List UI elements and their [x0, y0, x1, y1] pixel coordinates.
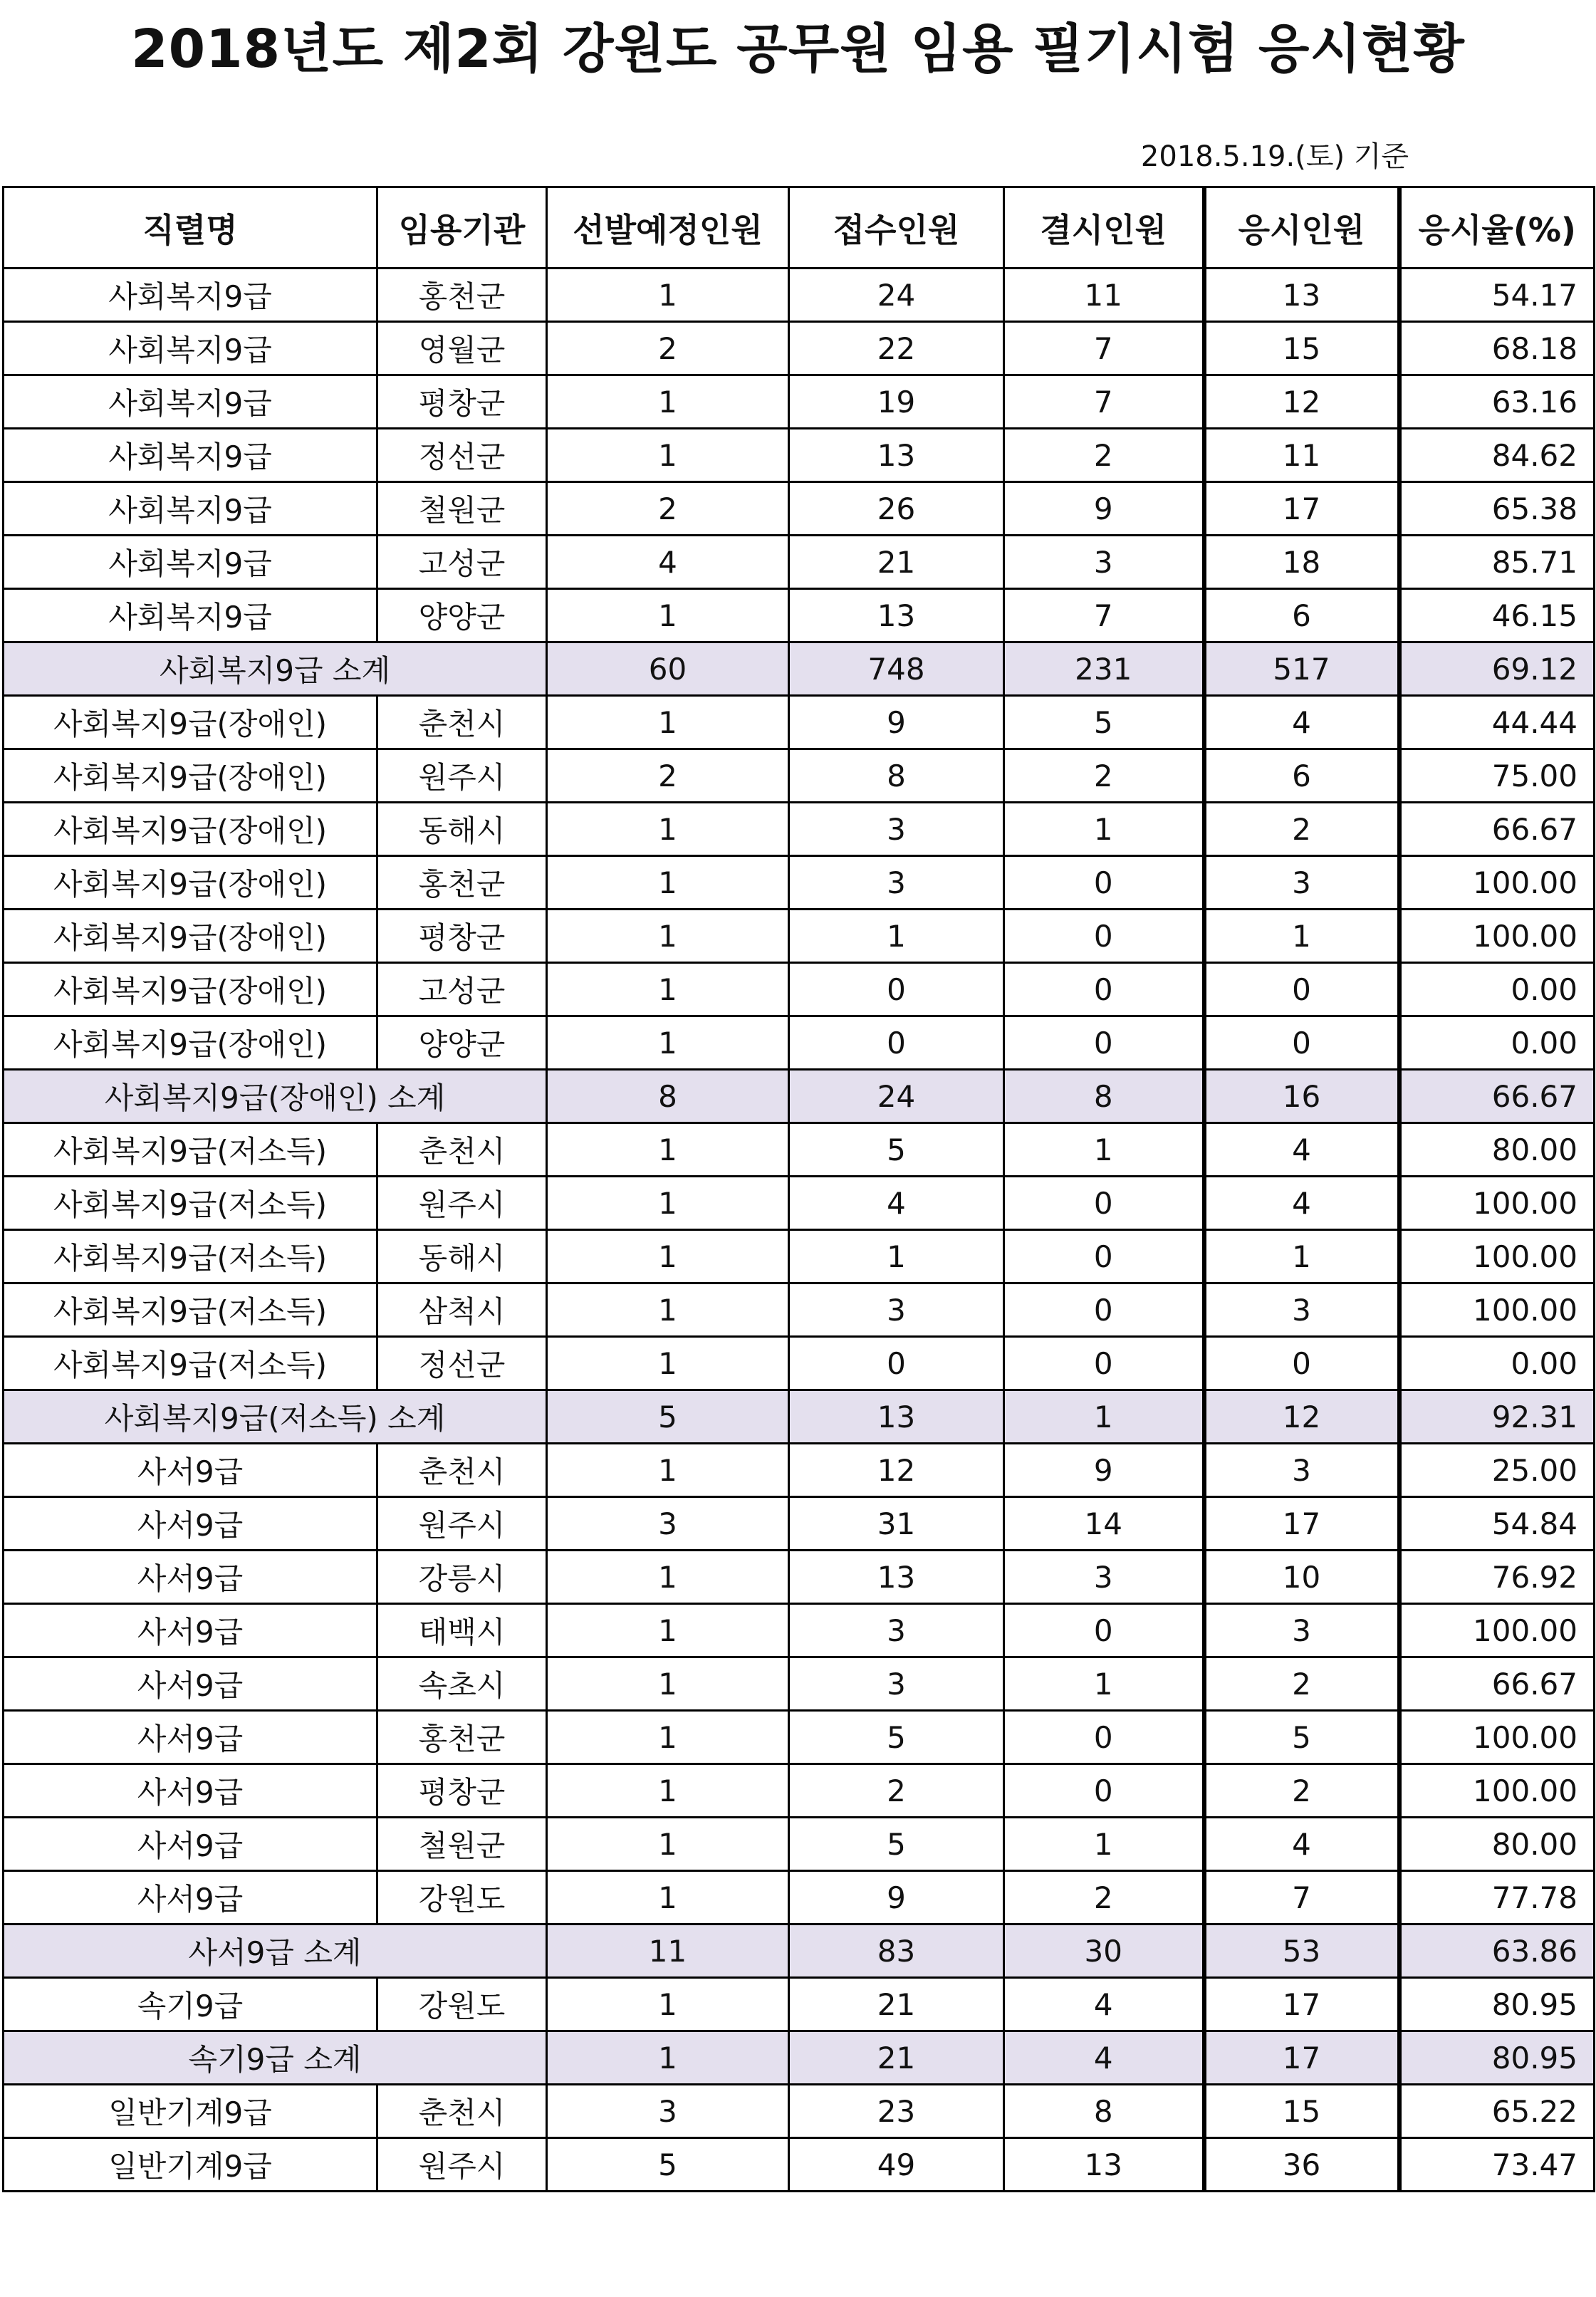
table-row [4, 1497, 1595, 1551]
table-row [4, 1444, 1595, 1497]
cell-org: 정선군 [377, 1337, 547, 1390]
cell-applied: 0 [789, 963, 1004, 1016]
cell-applied: 8 [789, 749, 1004, 803]
cell-absent: 0 [1004, 963, 1204, 1016]
cell-plan: 60 [547, 642, 789, 696]
cell-plan: 1 [547, 1764, 789, 1818]
subtotal-label: 사회복지9급(저소득) 소계 [4, 1390, 547, 1444]
cell-job: 사회복지9급 [4, 429, 377, 482]
cell-applied: 3 [789, 1657, 1004, 1711]
cell-job: 사회복지9급(저소득) [4, 1337, 377, 1390]
cell-absent: 7 [1004, 589, 1204, 642]
cell-org: 태백시 [377, 1604, 547, 1657]
cell-job: 사회복지9급(저소득) [4, 1283, 377, 1337]
cell-applied: 12 [789, 1444, 1004, 1497]
cell-applied: 5 [789, 1123, 1004, 1177]
table-row [4, 1337, 1595, 1390]
cell-job: 사회복지9급(장애인) [4, 696, 377, 749]
cell-plan: 1 [547, 2031, 789, 2085]
cell-org: 평창군 [377, 1764, 547, 1818]
cell-applied: 13 [789, 1551, 1004, 1604]
cell-rate: 68.18 [1399, 322, 1595, 375]
cell-took: 4 [1204, 696, 1399, 749]
cell-absent: 0 [1004, 1016, 1204, 1070]
cell-took: 17 [1204, 1497, 1399, 1551]
cell-org: 동해시 [377, 1230, 547, 1283]
cell-rate: 46.15 [1399, 589, 1595, 642]
cell-rate: 100.00 [1399, 1764, 1595, 1818]
cell-took: 17 [1204, 1978, 1399, 2031]
cell-took: 517 [1204, 642, 1399, 696]
cell-job: 사서9급 [4, 1444, 377, 1497]
cell-absent: 4 [1004, 1978, 1204, 2031]
status-table [2, 186, 1595, 2192]
cell-took: 15 [1204, 322, 1399, 375]
cell-plan: 1 [547, 1444, 789, 1497]
cell-plan: 1 [547, 1711, 789, 1764]
cell-absent: 9 [1004, 1444, 1204, 1497]
cell-absent: 30 [1004, 1924, 1204, 1978]
cell-applied: 31 [789, 1497, 1004, 1551]
cell-rate: 100.00 [1399, 1711, 1595, 1764]
cell-plan: 1 [547, 1657, 789, 1711]
table-row [4, 910, 1595, 963]
cell-plan: 1 [547, 1283, 789, 1337]
cell-absent: 1 [1004, 803, 1204, 856]
col-header-rate: 응시율(%) [1399, 187, 1595, 269]
cell-plan: 2 [547, 749, 789, 803]
cell-rate: 80.95 [1399, 2031, 1595, 2085]
cell-rate: 84.62 [1399, 429, 1595, 482]
table-row [4, 856, 1595, 910]
cell-plan: 2 [547, 482, 789, 536]
cell-plan: 5 [547, 2138, 789, 2192]
cell-plan: 1 [547, 856, 789, 910]
col-header-job: 직렬명 [4, 187, 377, 269]
cell-org: 평창군 [377, 910, 547, 963]
cell-rate: 76.92 [1399, 1551, 1595, 1604]
cell-plan: 2 [547, 322, 789, 375]
cell-rate: 65.22 [1399, 2085, 1595, 2138]
cell-applied: 13 [789, 429, 1004, 482]
table-row [4, 1016, 1595, 1070]
cell-absent: 0 [1004, 856, 1204, 910]
col-header-absent: 결시인원 [1004, 187, 1204, 269]
table-row [4, 1123, 1595, 1177]
table-row [4, 1711, 1595, 1764]
cell-absent: 0 [1004, 1283, 1204, 1337]
cell-rate: 0.00 [1399, 963, 1595, 1016]
cell-rate: 54.17 [1399, 269, 1595, 322]
cell-plan: 1 [547, 1230, 789, 1283]
cell-rate: 65.38 [1399, 482, 1595, 536]
cell-took: 53 [1204, 1924, 1399, 1978]
cell-applied: 13 [789, 589, 1004, 642]
cell-plan: 3 [547, 1497, 789, 1551]
cell-absent: 3 [1004, 1551, 1204, 1604]
table-row [4, 2085, 1595, 2138]
cell-applied: 0 [789, 1337, 1004, 1390]
cell-absent: 1 [1004, 1123, 1204, 1177]
cell-absent: 0 [1004, 1711, 1204, 1764]
cell-plan: 1 [547, 269, 789, 322]
cell-absent: 11 [1004, 269, 1204, 322]
cell-absent: 7 [1004, 322, 1204, 375]
cell-absent: 8 [1004, 1070, 1204, 1123]
table-row [4, 429, 1595, 482]
cell-applied: 24 [789, 1070, 1004, 1123]
cell-absent: 0 [1004, 1764, 1204, 1818]
cell-job: 사회복지9급(장애인) [4, 803, 377, 856]
cell-job: 일반기계9급 [4, 2085, 377, 2138]
cell-rate: 0.00 [1399, 1337, 1595, 1390]
col-header-applied: 접수인원 [789, 187, 1004, 269]
cell-applied: 1 [789, 910, 1004, 963]
table-row [4, 1818, 1595, 1871]
subtotal-row [4, 1390, 1595, 1444]
cell-job: 사서9급 [4, 1871, 377, 1924]
cell-absent: 2 [1004, 1871, 1204, 1924]
cell-took: 6 [1204, 749, 1399, 803]
cell-rate: 69.12 [1399, 642, 1595, 696]
cell-job: 사서9급 [4, 1711, 377, 1764]
cell-took: 1 [1204, 910, 1399, 963]
cell-plan: 1 [547, 696, 789, 749]
table-row [4, 322, 1595, 375]
cell-org: 홍천군 [377, 269, 547, 322]
cell-org: 홍천군 [377, 856, 547, 910]
subtotal-row [4, 2031, 1595, 2085]
cell-org: 동해시 [377, 803, 547, 856]
cell-took: 4 [1204, 1123, 1399, 1177]
cell-plan: 1 [547, 1871, 789, 1924]
cell-took: 3 [1204, 1604, 1399, 1657]
cell-rate: 66.67 [1399, 803, 1595, 856]
table-row [4, 1657, 1595, 1711]
cell-absent: 1 [1004, 1818, 1204, 1871]
cell-absent: 0 [1004, 910, 1204, 963]
cell-applied: 2 [789, 1764, 1004, 1818]
cell-org: 양양군 [377, 1016, 547, 1070]
cell-job: 사서9급 [4, 1604, 377, 1657]
cell-job: 사서9급 [4, 1818, 377, 1871]
cell-job: 사회복지9급 [4, 269, 377, 322]
table-row [4, 375, 1595, 429]
page-title: 2018년도 제2회 강원도 공무원 임용 필기시험 응시현황 [131, 19, 1465, 80]
col-header-org: 임용기관 [377, 187, 547, 269]
table-row [4, 1764, 1595, 1818]
cell-absent: 9 [1004, 482, 1204, 536]
cell-took: 0 [1204, 1016, 1399, 1070]
cell-rate: 80.00 [1399, 1123, 1595, 1177]
cell-org: 고성군 [377, 963, 547, 1016]
cell-plan: 1 [547, 1123, 789, 1177]
table-body [4, 269, 1595, 2192]
cell-applied: 0 [789, 1016, 1004, 1070]
cell-absent: 0 [1004, 1177, 1204, 1230]
cell-job: 사회복지9급(장애인) [4, 963, 377, 1016]
cell-job: 사회복지9급(저소득) [4, 1177, 377, 1230]
table-header-row [4, 187, 1595, 269]
cell-job: 사회복지9급 [4, 322, 377, 375]
cell-job: 사서9급 [4, 1764, 377, 1818]
col-header-plan: 선발예정인원 [547, 187, 789, 269]
cell-applied: 4 [789, 1177, 1004, 1230]
cell-job: 사서9급 [4, 1657, 377, 1711]
cell-rate: 77.78 [1399, 1871, 1595, 1924]
cell-rate: 75.00 [1399, 749, 1595, 803]
cell-rate: 44.44 [1399, 696, 1595, 749]
cell-org: 영월군 [377, 322, 547, 375]
cell-plan: 4 [547, 536, 789, 589]
subtotal-label: 사회복지9급(장애인) 소계 [4, 1070, 547, 1123]
table-row [4, 536, 1595, 589]
cell-rate: 25.00 [1399, 1444, 1595, 1497]
cell-rate: 73.47 [1399, 2138, 1595, 2192]
cell-org: 고성군 [377, 536, 547, 589]
cell-org: 강릉시 [377, 1551, 547, 1604]
table-row [4, 482, 1595, 536]
cell-job: 사회복지9급 [4, 482, 377, 536]
cell-rate: 100.00 [1399, 1283, 1595, 1337]
cell-took: 12 [1204, 1390, 1399, 1444]
cell-plan: 1 [547, 910, 789, 963]
cell-absent: 14 [1004, 1497, 1204, 1551]
cell-job: 사회복지9급(장애인) [4, 856, 377, 910]
cell-applied: 13 [789, 1390, 1004, 1444]
subtotal-label: 사서9급 소계 [4, 1924, 547, 1978]
cell-rate: 63.16 [1399, 375, 1595, 429]
cell-took: 13 [1204, 269, 1399, 322]
cell-org: 홍천군 [377, 1711, 547, 1764]
cell-applied: 21 [789, 2031, 1004, 2085]
cell-plan: 1 [547, 1978, 789, 2031]
cell-rate: 80.95 [1399, 1978, 1595, 2031]
cell-plan: 11 [547, 1924, 789, 1978]
cell-org: 삼척시 [377, 1283, 547, 1337]
cell-org: 춘천시 [377, 1123, 547, 1177]
cell-org: 춘천시 [377, 696, 547, 749]
cell-absent: 7 [1004, 375, 1204, 429]
table-row [4, 1978, 1595, 2031]
cell-absent: 0 [1004, 1337, 1204, 1390]
cell-plan: 1 [547, 1177, 789, 1230]
cell-job: 속기9급 [4, 1978, 377, 2031]
cell-job: 사회복지9급 [4, 536, 377, 589]
cell-rate: 0.00 [1399, 1016, 1595, 1070]
table-row [4, 1551, 1595, 1604]
cell-job: 사회복지9급 [4, 375, 377, 429]
cell-took: 12 [1204, 375, 1399, 429]
cell-absent: 2 [1004, 429, 1204, 482]
table-row [4, 1604, 1595, 1657]
cell-took: 2 [1204, 803, 1399, 856]
cell-job: 사회복지9급(장애인) [4, 910, 377, 963]
cell-rate: 66.67 [1399, 1657, 1595, 1711]
subtotal-row [4, 642, 1595, 696]
base-date: 2018.5.19.(토) 기준 [1140, 140, 1409, 173]
cell-absent: 3 [1004, 536, 1204, 589]
subtotal-label: 사회복지9급 소계 [4, 642, 547, 696]
cell-took: 15 [1204, 2085, 1399, 2138]
cell-applied: 21 [789, 536, 1004, 589]
cell-job: 사회복지9급(저소득) [4, 1230, 377, 1283]
cell-took: 0 [1204, 1337, 1399, 1390]
cell-absent: 2 [1004, 749, 1204, 803]
cell-applied: 23 [789, 2085, 1004, 2138]
cell-applied: 1 [789, 1230, 1004, 1283]
cell-plan: 1 [547, 1337, 789, 1390]
table-row [4, 1283, 1595, 1337]
cell-took: 7 [1204, 1871, 1399, 1924]
cell-plan: 1 [547, 1604, 789, 1657]
cell-applied: 748 [789, 642, 1004, 696]
cell-org: 원주시 [377, 2138, 547, 2192]
cell-applied: 19 [789, 375, 1004, 429]
cell-org: 춘천시 [377, 1444, 547, 1497]
cell-plan: 1 [547, 589, 789, 642]
cell-rate: 85.71 [1399, 536, 1595, 589]
cell-applied: 83 [789, 1924, 1004, 1978]
cell-took: 3 [1204, 1283, 1399, 1337]
cell-applied: 9 [789, 1871, 1004, 1924]
cell-job: 사서9급 [4, 1497, 377, 1551]
cell-rate: 100.00 [1399, 1604, 1595, 1657]
cell-applied: 49 [789, 2138, 1004, 2192]
table-row [4, 589, 1595, 642]
cell-took: 2 [1204, 1657, 1399, 1711]
cell-job: 일반기계9급 [4, 2138, 377, 2192]
cell-org: 속초시 [377, 1657, 547, 1711]
cell-rate: 80.00 [1399, 1818, 1595, 1871]
cell-applied: 3 [789, 856, 1004, 910]
cell-applied: 22 [789, 322, 1004, 375]
cell-job: 사서9급 [4, 1551, 377, 1604]
cell-plan: 1 [547, 1551, 789, 1604]
cell-absent: 1 [1004, 1390, 1204, 1444]
table-row [4, 963, 1595, 1016]
table-row [4, 1230, 1595, 1283]
cell-took: 1 [1204, 1230, 1399, 1283]
cell-rate: 100.00 [1399, 1230, 1595, 1283]
cell-plan: 8 [547, 1070, 789, 1123]
cell-took: 4 [1204, 1177, 1399, 1230]
cell-took: 17 [1204, 482, 1399, 536]
cell-took: 16 [1204, 1070, 1399, 1123]
cell-org: 강원도 [377, 1978, 547, 2031]
cell-org: 강원도 [377, 1871, 547, 1924]
cell-org: 원주시 [377, 1497, 547, 1551]
cell-job: 사회복지9급(장애인) [4, 1016, 377, 1070]
cell-took: 11 [1204, 429, 1399, 482]
cell-rate: 100.00 [1399, 1177, 1595, 1230]
cell-applied: 3 [789, 803, 1004, 856]
cell-took: 2 [1204, 1764, 1399, 1818]
cell-took: 10 [1204, 1551, 1399, 1604]
table-row [4, 803, 1595, 856]
cell-took: 5 [1204, 1711, 1399, 1764]
cell-job: 사회복지9급(저소득) [4, 1123, 377, 1177]
cell-plan: 1 [547, 803, 789, 856]
cell-rate: 63.86 [1399, 1924, 1595, 1978]
subtotal-row [4, 1924, 1595, 1978]
cell-took: 3 [1204, 1444, 1399, 1497]
cell-plan: 1 [547, 429, 789, 482]
cell-org: 원주시 [377, 749, 547, 803]
cell-took: 17 [1204, 2031, 1399, 2085]
table-row [4, 1871, 1595, 1924]
cell-job: 사회복지9급 [4, 589, 377, 642]
cell-applied: 5 [789, 1818, 1004, 1871]
cell-org: 원주시 [377, 1177, 547, 1230]
cell-absent: 4 [1004, 2031, 1204, 2085]
cell-org: 양양군 [377, 589, 547, 642]
table-row [4, 749, 1595, 803]
cell-took: 18 [1204, 536, 1399, 589]
cell-applied: 3 [789, 1604, 1004, 1657]
cell-absent: 13 [1004, 2138, 1204, 2192]
col-header-took: 응시인원 [1204, 187, 1399, 269]
cell-rate: 100.00 [1399, 910, 1595, 963]
cell-plan: 1 [547, 1818, 789, 1871]
cell-took: 36 [1204, 2138, 1399, 2192]
cell-applied: 5 [789, 1711, 1004, 1764]
cell-org: 철원군 [377, 1818, 547, 1871]
cell-rate: 66.67 [1399, 1070, 1595, 1123]
cell-plan: 3 [547, 2085, 789, 2138]
subtotal-row [4, 1070, 1595, 1123]
cell-plan: 1 [547, 375, 789, 429]
cell-rate: 92.31 [1399, 1390, 1595, 1444]
cell-plan: 1 [547, 963, 789, 1016]
cell-applied: 24 [789, 269, 1004, 322]
table-row [4, 696, 1595, 749]
cell-applied: 9 [789, 696, 1004, 749]
cell-applied: 26 [789, 482, 1004, 536]
cell-absent: 0 [1004, 1604, 1204, 1657]
cell-org: 정선군 [377, 429, 547, 482]
cell-rate: 54.84 [1399, 1497, 1595, 1551]
cell-applied: 21 [789, 1978, 1004, 2031]
cell-plan: 1 [547, 1016, 789, 1070]
table-row [4, 269, 1595, 322]
table-row [4, 1177, 1595, 1230]
cell-took: 4 [1204, 1818, 1399, 1871]
cell-took: 0 [1204, 963, 1399, 1016]
cell-took: 3 [1204, 856, 1399, 910]
cell-plan: 5 [547, 1390, 789, 1444]
cell-absent: 8 [1004, 2085, 1204, 2138]
cell-took: 6 [1204, 589, 1399, 642]
cell-applied: 3 [789, 1283, 1004, 1337]
cell-org: 평창군 [377, 375, 547, 429]
cell-job: 사회복지9급(장애인) [4, 749, 377, 803]
table-row [4, 2138, 1595, 2192]
cell-absent: 0 [1004, 1230, 1204, 1283]
cell-absent: 5 [1004, 696, 1204, 749]
cell-org: 춘천시 [377, 2085, 547, 2138]
cell-absent: 231 [1004, 642, 1204, 696]
cell-org: 철원군 [377, 482, 547, 536]
cell-absent: 1 [1004, 1657, 1204, 1711]
subtotal-label: 속기9급 소계 [4, 2031, 547, 2085]
cell-rate: 100.00 [1399, 856, 1595, 910]
